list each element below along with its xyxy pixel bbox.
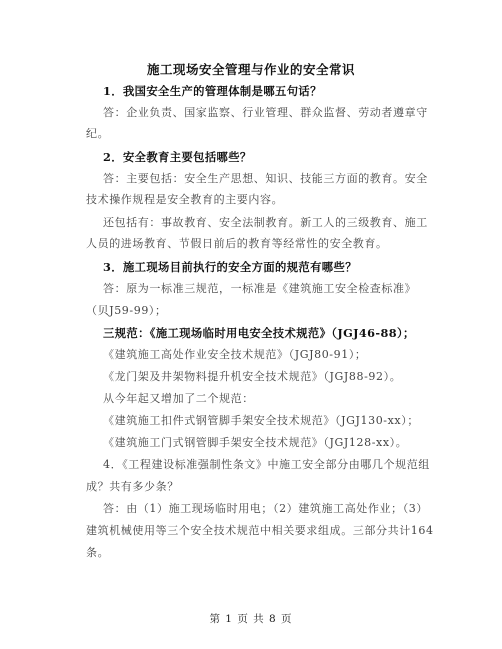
list-item: 《建筑施工扣件式钢管脚手架安全技术规范》（JGJ130-xx）；	[103, 414, 419, 427]
answer-4-line-3: 条。	[86, 546, 110, 559]
question-1-heading: 1．我国安全生产的管理体制是哪五句话？	[103, 84, 322, 98]
question-3-heading: 3．施工现场目前执行的安全方面的规范有哪些？	[103, 260, 357, 274]
answer-3-sub-heading: 三规范：《施工现场临时用电安全技术规范》（JGJ46-88）；	[103, 326, 415, 340]
list-item: 《建筑施工高处作业安全技术规范》（JGJ80-91）；	[103, 348, 367, 361]
answer-3-line-1: 答：原为一标准三规范，一标准是《建筑施工安全检查标准》	[103, 282, 417, 295]
question-4-heading-line-1: 4．《工程建设标准强制性条文》中施工安全部分由哪几个规范组	[103, 458, 430, 471]
answer-4-line-1: 答：由（1）施工现场临时用电；（2）建筑施工高处作业；（3）	[103, 502, 428, 515]
page-number-footer: 第 1 页 共 8 页	[209, 613, 293, 625]
document-title: 施工现场安全管理与作业的安全常识	[146, 62, 355, 77]
answer-4-line-2: 建筑机械使用等三个安全技术规范中相关要求组成。三部分共计164	[86, 524, 434, 537]
answer-1-line-1: 答：企业负责、国家监察、行业管理、群众监督、劳动者遵章守	[103, 106, 428, 119]
list-item: 从今年起又增加了二个规范：	[103, 392, 254, 405]
answer-2-line-2: 技术操作规程是安全教育的主要内容。	[86, 193, 284, 206]
question-2-heading: 2．安全教育主要包括哪些？	[103, 150, 252, 164]
answer-2-line-1: 答：主要包括：安全生产思想、知识、技能三方面的教育。安全	[103, 172, 428, 185]
list-item: 《建筑施工门式钢管脚手架安全技术规范》（JGJ128-xx）。	[103, 436, 408, 449]
answer-2-extra-line-1: 还包括有：事故教育、安全法制教育。新工人的三级教育、施工	[103, 216, 428, 229]
question-4-heading-line-2: 成？共有多少条？	[86, 480, 179, 493]
list-item: 《龙门架及井架物料提升机安全技术规范》（JGJ88-92）。	[103, 370, 402, 383]
answer-3-line-2: （贝J59-99）；	[86, 304, 167, 317]
answer-1-line-2: 纪。	[86, 127, 110, 140]
answer-2-extra-line-2: 人员的进场教育、节假日前后的教育等经常性的安全教育。	[86, 237, 388, 250]
